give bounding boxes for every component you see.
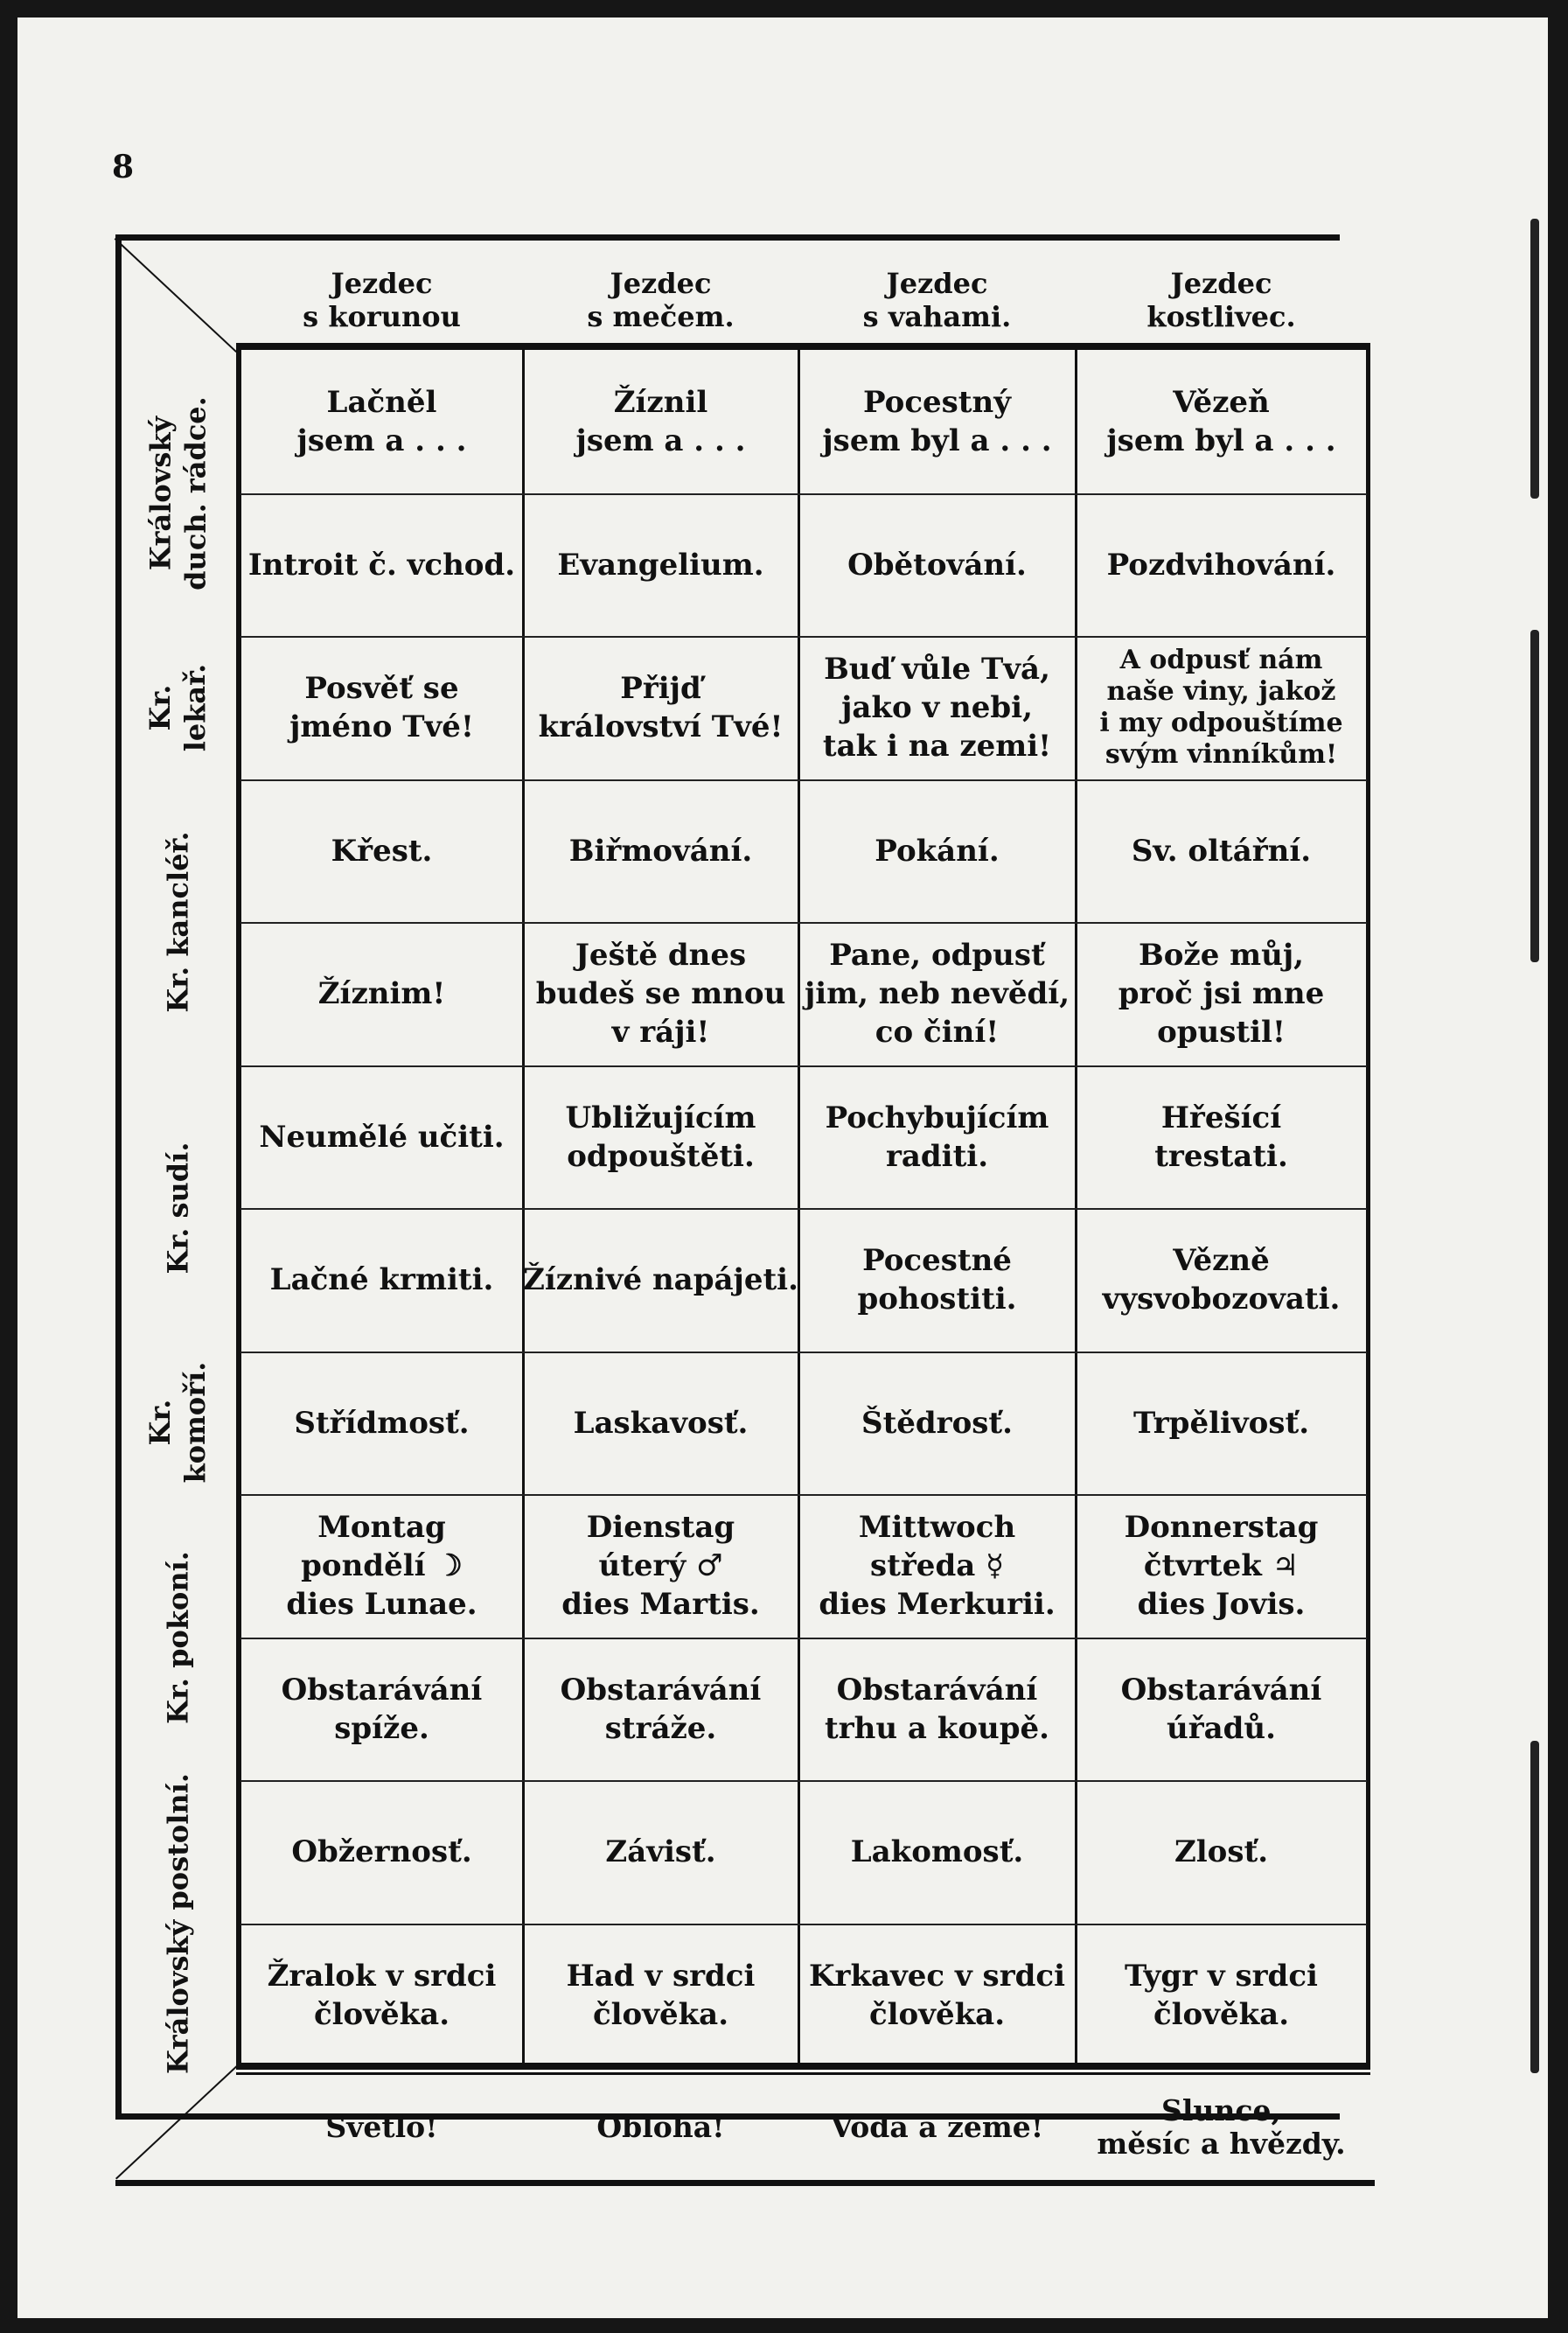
column-header-line: Jezdec [331,267,433,300]
cell-text: Žíznim! [317,976,446,1011]
table-cell [523,1638,798,1781]
column-header [523,267,798,346]
footer-cell [1076,2075,1367,2180]
cell-text: Mittwoch [858,1510,1016,1545]
cell-text: jim, neb nevědí, [804,976,1070,1011]
footer-line: Obloha! [596,2110,725,2144]
cell-text: Pozdvihování. [1106,548,1336,583]
column-header-line: s mečem. [587,300,735,333]
footer-row [240,2075,1375,2180]
table-cell [523,1065,798,1209]
row-group-label-line: Kr. kancléř. [161,831,194,1013]
table-cell [798,1208,1076,1352]
table-cell [523,1208,798,1352]
cell-text: Závisť. [605,1834,716,1869]
cell-text: pohostiti. [857,1282,1017,1317]
cell-text: Vězeň [1173,385,1270,420]
cell-text: tak i na zemi! [822,729,1052,764]
cell-text: dies Martis. [561,1587,760,1622]
table-cell [1076,1352,1367,1495]
table-cell [1076,493,1367,637]
table-cell [523,493,798,637]
cell-text: Had v srdci [566,1959,756,1994]
column-header-line: kostlivec. [1146,300,1296,333]
table-cell [240,779,523,923]
cell-text: dies Merkurii. [819,1587,1056,1622]
cell-text: stráže. [604,1711,717,1746]
table-cell [240,1638,523,1781]
table-cell [240,1780,523,1924]
cell-text: Pocestné [862,1243,1012,1278]
cell-text: jsem a . . . [575,423,746,458]
table-cell [1076,1065,1367,1209]
row-group-label-line: komoří. [178,1361,212,1484]
table-cell [523,350,798,493]
cell-text: Pochybujícím [825,1100,1049,1135]
cell-text: i my odpouštíme [1099,708,1343,738]
cell-text: Hřešící [1160,1100,1282,1135]
cell-text: čtvrtek ♃ [1143,1548,1300,1583]
column-header [240,267,523,346]
cell-text: Žíznil [613,385,708,420]
row-group-label-line: Královský postolní. [161,1772,194,2074]
cell-text: Střídmosť. [294,1406,470,1441]
table-cell [798,1494,1076,1638]
column-header [798,267,1076,346]
cell-text: proč jsi mne [1118,976,1325,1011]
table-cell [798,493,1076,637]
table-cell [798,1065,1076,1209]
cell-text: úterý ♂ [598,1548,723,1583]
table-cell [523,1352,798,1495]
cell-text: co činí! [875,1015,1000,1050]
row-group-label [129,350,226,636]
table-cell [240,1924,523,2067]
cell-text: Žralok v srdci [267,1959,497,1994]
cell-text: Obětování. [847,548,1027,583]
row-group-label [129,636,226,779]
footer-rule [236,2067,1370,2075]
column-header-line: s korunou [303,300,461,333]
cell-text: Štědrosť. [861,1406,1013,1441]
cell-text: Křest. [331,834,433,869]
binding-mark [1530,1741,1539,2073]
cell-text: Lakomosť. [850,1834,1024,1869]
cell-text: Pane, odpusť [829,938,1045,973]
row-group-label [129,779,226,1065]
cell-text: jsem byl a . . . [822,423,1052,458]
table-cell [1076,779,1367,923]
cell-text: Buď vůle Tvá, [824,652,1050,687]
footer-cell [523,2075,798,2180]
cell-text: jméno Tvé! [289,709,474,744]
table-cell [1076,1638,1367,1781]
cell-text: raditi. [885,1139,989,1174]
table-cell [798,1638,1076,1781]
cell-text: Evangelium. [557,548,764,583]
binding-mark [1530,630,1539,962]
cell-text: Ještě dnes [575,938,747,973]
cell-text: člověka. [592,1997,729,2032]
row-group-label [129,1065,226,1352]
cell-text: A odpusť nám [1119,645,1323,675]
table-cell [798,636,1076,779]
cell-text: jsem a . . . [296,423,467,458]
cell-text: Přijď [620,671,701,706]
cell-text: Biřmování. [568,834,753,869]
cell-text: Introit č. vchod. [247,548,516,583]
row-group-label-line: Kr. pokoní. [161,1550,194,1724]
table-cell [1076,1494,1367,1638]
footer-line: měsíc a hvězdy. [1097,2127,1346,2161]
footer-line: Voda a země! [830,2110,1044,2144]
cell-text: Obstarávání [560,1673,762,1708]
cell-text: Sv. oltářní. [1131,834,1312,869]
cell-text: trhu a koupě. [825,1711,1049,1746]
footer-line: Světlo! [325,2110,438,2144]
cell-text: Neumělé učiti. [259,1120,505,1155]
cell-text: budeš se mnou [535,976,786,1011]
cell-text: Žíznivé napájeti. [523,1262,798,1297]
cell-text: svým vinníkům! [1105,739,1338,770]
table-cell [240,636,523,779]
column-header-line: Jezdec [610,267,712,300]
cell-text: Krkavec v srdci [808,1959,1066,1994]
footer-line: Slunce, [1161,2093,1281,2127]
cell-text: člověka. [313,1997,450,2032]
table-cell [240,1494,523,1638]
table-cell [523,779,798,923]
table-cell [240,493,523,637]
cell-text: člověka. [868,1997,1006,2032]
cell-text: dies Jovis. [1137,1587,1306,1622]
cell-text: Laskavosť. [573,1406,749,1441]
table-cell [1076,1208,1367,1352]
cell-text: Ubližujícím [565,1100,756,1135]
cell-text: Lačné krmiti. [269,1262,494,1297]
row-group-label [129,1352,226,1495]
table-cell [1076,1780,1367,1924]
cell-text: úřadů. [1167,1711,1276,1746]
page-number: 8 [112,149,135,185]
cell-text: naše viny, jakož [1106,676,1336,707]
table-cell [1076,922,1367,1065]
table-cell [798,1924,1076,2067]
cell-text: Dienstag [586,1510,735,1545]
table-cell [523,1494,798,1638]
column-header-line: s vahami. [862,300,1012,333]
row-group-label-line: Kr. [143,1399,177,1446]
row-group-label [129,1772,226,2074]
table-cell [1076,1924,1367,2067]
cell-text: Trpělivosť. [1132,1406,1310,1441]
table-cell [1076,636,1367,779]
table-cell [240,1352,523,1495]
cell-text: opustil! [1157,1015,1286,1050]
cell-text: Obstarávání [1120,1673,1322,1708]
cell-text: odpouštěti. [567,1139,755,1174]
table-cell [798,779,1076,923]
cell-text: Obstarávání [281,1673,483,1708]
cell-text: Obžernosť. [291,1834,472,1869]
column-header-line: Jezdec [886,267,988,300]
table-cell [240,350,523,493]
row-group-label [129,1494,226,1780]
cell-text: Posvěť se [304,671,459,706]
column-header [1076,267,1367,346]
row-group-label-line: Kr. [143,684,177,731]
cell-text: Vězně [1173,1243,1270,1278]
cell-text: středa ☿ [870,1548,1004,1583]
cell-text: jako v nebi, [841,690,1033,725]
cell-text: království Tvé! [538,709,784,744]
cell-text: spíže. [334,1711,429,1746]
cell-text: Lačněl [326,385,437,420]
row-group-label-line: Kr. sudí. [161,1142,194,1275]
table-cell [523,1924,798,2067]
column-header-row [240,267,1375,346]
cell-text: pondělí ☽ [301,1548,463,1583]
table-cell [523,922,798,1065]
cell-text: Bože můj, [1138,938,1305,973]
table-cell [523,636,798,779]
row-group-label-line: Královský [143,416,177,570]
cell-text: Zlosť. [1174,1834,1269,1869]
table-cell [798,350,1076,493]
row-group-label-line: lekař. [178,663,212,751]
footer-cell [798,2075,1076,2180]
table-cell [240,922,523,1065]
table-cell [240,1208,523,1352]
table-cell [798,922,1076,1065]
column-header-line: Jezdec [1170,267,1272,300]
cell-text: trestati. [1154,1139,1288,1174]
table-cell [798,1352,1076,1495]
table-cell [798,1780,1076,1924]
cell-text: vysvobozovati. [1102,1282,1341,1317]
cell-text: jsem byl a . . . [1106,423,1336,458]
cell-text: člověka. [1153,1997,1290,2032]
cell-text: Donnerstag [1124,1510,1319,1545]
binding-mark [1530,219,1539,499]
cell-text: Obstarávání [836,1673,1038,1708]
cell-text: dies Lunae. [286,1587,477,1622]
cell-text: Pokání. [875,834,1000,869]
cell-text: Tygr v srdci [1125,1959,1318,1994]
table-cell [523,1780,798,1924]
row-group-label-line: duch. rádce. [178,395,212,590]
bottom-rule [115,2180,1375,2186]
table-cell [240,1065,523,1209]
table-cell [1076,350,1367,493]
cell-text: v ráji! [611,1015,710,1050]
footer-cell [240,2075,523,2180]
cell-text: Montag [317,1510,446,1545]
cell-text: Pocestný [863,385,1011,420]
